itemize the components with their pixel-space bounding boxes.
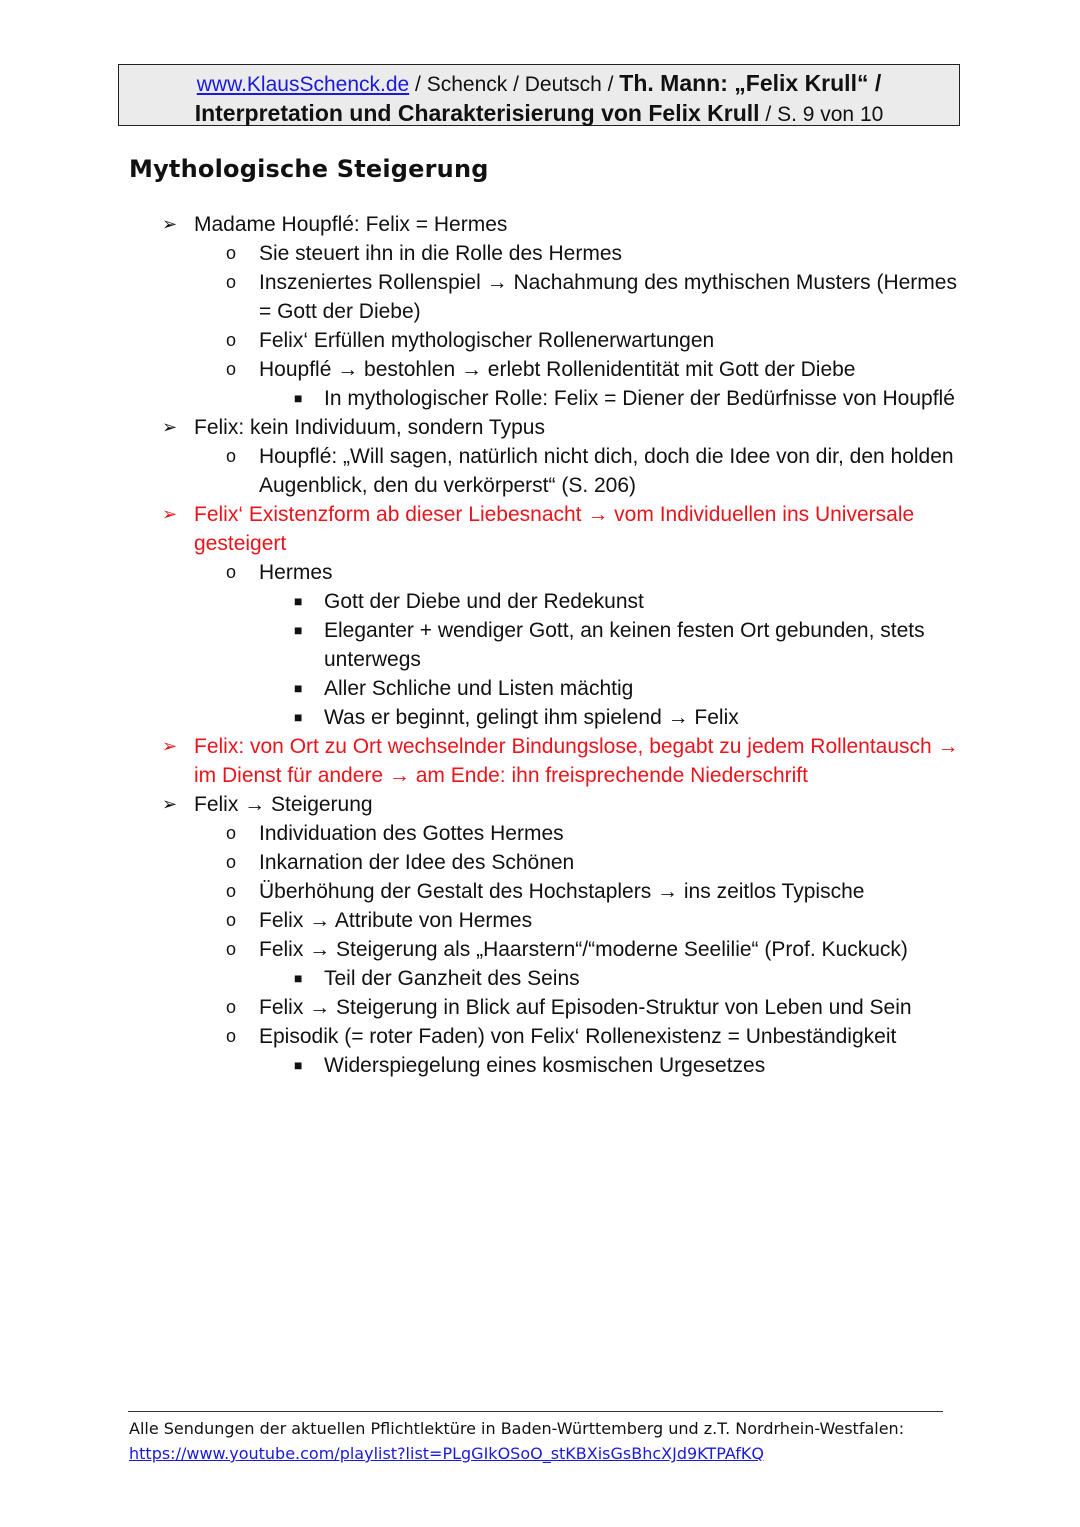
outline-item-text: Inkarnation der Idee des Schönen — [259, 851, 575, 874]
circle-bullet-icon: o — [226, 881, 237, 901]
outline-item-text: Madame Houpflé: Felix = Hermes — [194, 213, 508, 236]
outline-item-level-1 — [160, 500, 960, 558]
outline-item-level-2 — [160, 442, 960, 500]
outline-item-text: Individuation des Gottes Hermes — [259, 822, 564, 845]
outline-item-level-2 — [160, 558, 960, 587]
outline-item-level-2 — [160, 326, 960, 355]
outline-item-level-1 — [160, 732, 960, 790]
outline-item-level-3 — [160, 587, 960, 616]
square-bullet-icon: ■ — [294, 593, 303, 609]
arrow-bullet-icon: ➢ — [162, 504, 178, 524]
square-bullet-icon: ■ — [294, 680, 303, 696]
square-bullet-icon: ■ — [294, 622, 303, 638]
arrow-bullet-icon: ➢ — [162, 214, 178, 234]
circle-bullet-icon: o — [226, 359, 237, 379]
outline-item-text: Aller Schliche und Listen mächtig — [324, 677, 634, 700]
circle-bullet-icon: o — [226, 562, 237, 582]
outline-item-text: Felix → Steigerung — [194, 793, 373, 816]
outline-item-level-2 — [160, 906, 960, 935]
outline-item-text: Felix → Steigerung als „Haarstern“/“moderne Seelilie“ (Prof. Kuckuck) — [259, 938, 908, 961]
outline-item-level-2 — [160, 848, 960, 877]
page-header — [118, 64, 960, 126]
outline-item-text: Houpflé → bestohlen → erlebt Rollenidentität mit Gott der Diebe — [259, 358, 856, 381]
header-subtitle: Interpretation und Charakterisierung von Felix Krull — [194, 100, 760, 126]
outline-item-level-3 — [160, 964, 960, 993]
site-link[interactable]: www.KlausSchenck.de — [196, 73, 410, 96]
header-line-2 — [119, 99, 959, 129]
circle-bullet-icon: o — [226, 243, 237, 263]
circle-bullet-icon: o — [226, 997, 237, 1017]
outline-item-text: Hermes — [259, 561, 333, 584]
outline-item-level-3 — [160, 384, 960, 413]
outline-item-text: Episodik (= roter Faden) von Felix‘ Rollenexistenz = Unbeständigkeit — [259, 1025, 897, 1048]
circle-bullet-icon: o — [226, 823, 237, 843]
footer-playlist-link[interactable]: https://www.youtube.com/playlist?list=PLgGIkOSoO_stKBXisGsBhcXJd9KTPAfKQ — [129, 1444, 764, 1463]
outline-item-level-3 — [160, 1051, 960, 1080]
outline-item-level-2 — [160, 877, 960, 906]
section-title: Mythologische Steigerung — [129, 155, 489, 183]
arrow-bullet-icon: ➢ — [162, 794, 178, 814]
header-path: / Schenck / Deutsch / — [409, 73, 620, 96]
outline-item-text: Felix → Attribute von Hermes — [259, 909, 533, 932]
outline-item-text: Gott der Diebe und der Redekunst — [324, 590, 644, 613]
outline-item-level-1 — [160, 413, 960, 442]
arrow-bullet-icon: ➢ — [162, 736, 178, 756]
outline-item-text: Sie steuert ihn in die Rolle des Hermes — [259, 242, 623, 265]
outline-item-text: Houpflé: „Will sagen, natürlich nicht dich, doch die Idee von dir, den holden Augenblick, den du verkörperst“ (S. 206) — [259, 445, 954, 497]
outline-item-text: Überhöhung der Gestalt des Hochstaplers → ins zeitlos Typische — [259, 880, 865, 903]
circle-bullet-icon: o — [226, 910, 237, 930]
page-footer — [129, 1416, 904, 1466]
circle-bullet-icon: o — [226, 939, 237, 959]
outline-item-text: Was er beginnt, gelingt ihm spielend → Felix — [324, 706, 739, 729]
circle-bullet-icon: o — [226, 446, 237, 466]
square-bullet-icon: ■ — [294, 970, 303, 986]
circle-bullet-icon: o — [226, 852, 237, 872]
outline-item-text: Inszeniertes Rollenspiel → Nachahmung des mythischen Musters (Hermes = Gott der Diebe) — [259, 271, 957, 323]
footer-divider — [128, 1411, 943, 1412]
header-line-1 — [119, 69, 959, 99]
outline-item-text: Widerspiegelung eines kosmischen Urgesetzes — [324, 1054, 766, 1077]
book-title: Th. Mann: „Felix Krull“ / — [619, 70, 882, 96]
page-info: / S. 9 von 10 — [759, 103, 884, 126]
outline-item-level-2 — [160, 355, 960, 384]
footer-text: Alle Sendungen der aktuellen Pflichtlektüre in Baden-Württemberg und z.T. Nordrhein-Westfalen: — [129, 1419, 905, 1438]
square-bullet-icon: ■ — [294, 709, 303, 725]
outline-item-level-2 — [160, 935, 960, 964]
outline-list — [160, 210, 960, 1080]
outline-item-level-3 — [160, 674, 960, 703]
outline-item-text: Felix‘ Erfüllen mythologischer Rollenerwartungen — [259, 329, 715, 352]
outline-item-level-2 — [160, 268, 960, 326]
outline-item-text: Felix: kein Individuum, sondern Typus — [194, 416, 545, 439]
outline-item-level-2 — [160, 993, 960, 1022]
outline-item-text: Felix → Steigerung in Blick auf Episoden-Struktur von Leben und Sein — [259, 996, 912, 1019]
outline-item-text: Felix‘ Existenzform ab dieser Liebesnacht → vom Individuellen ins Universale gesteigert — [194, 503, 915, 555]
circle-bullet-icon: o — [226, 330, 237, 350]
square-bullet-icon: ■ — [294, 390, 303, 406]
outline-item-level-2 — [160, 1022, 960, 1051]
outline-item-level-2 — [160, 819, 960, 848]
outline-item-text: Teil der Ganzheit des Seins — [324, 967, 580, 990]
outline-item-text: Felix: von Ort zu Ort wechselnder Bindungslose, begabt zu jedem Rollentausch → im Dienst für andere → am Ende: ihn freisprechende Niederschrift — [194, 735, 959, 787]
outline-item-level-3 — [160, 616, 960, 674]
outline-item-level-2 — [160, 239, 960, 268]
outline-item-level-1 — [160, 210, 960, 239]
square-bullet-icon: ■ — [294, 1057, 303, 1073]
circle-bullet-icon: o — [226, 272, 237, 292]
outline-item-text: In mythologischer Rolle: Felix = Diener der Bedürfnisse von Houpflé — [324, 387, 955, 410]
outline-item-level-1 — [160, 790, 960, 819]
outline-item-text: Eleganter + wendiger Gott, an keinen festen Ort gebunden, stets unterwegs — [324, 619, 925, 671]
circle-bullet-icon: o — [226, 1026, 237, 1046]
outline-item-level-3 — [160, 703, 960, 732]
arrow-bullet-icon: ➢ — [162, 417, 178, 437]
